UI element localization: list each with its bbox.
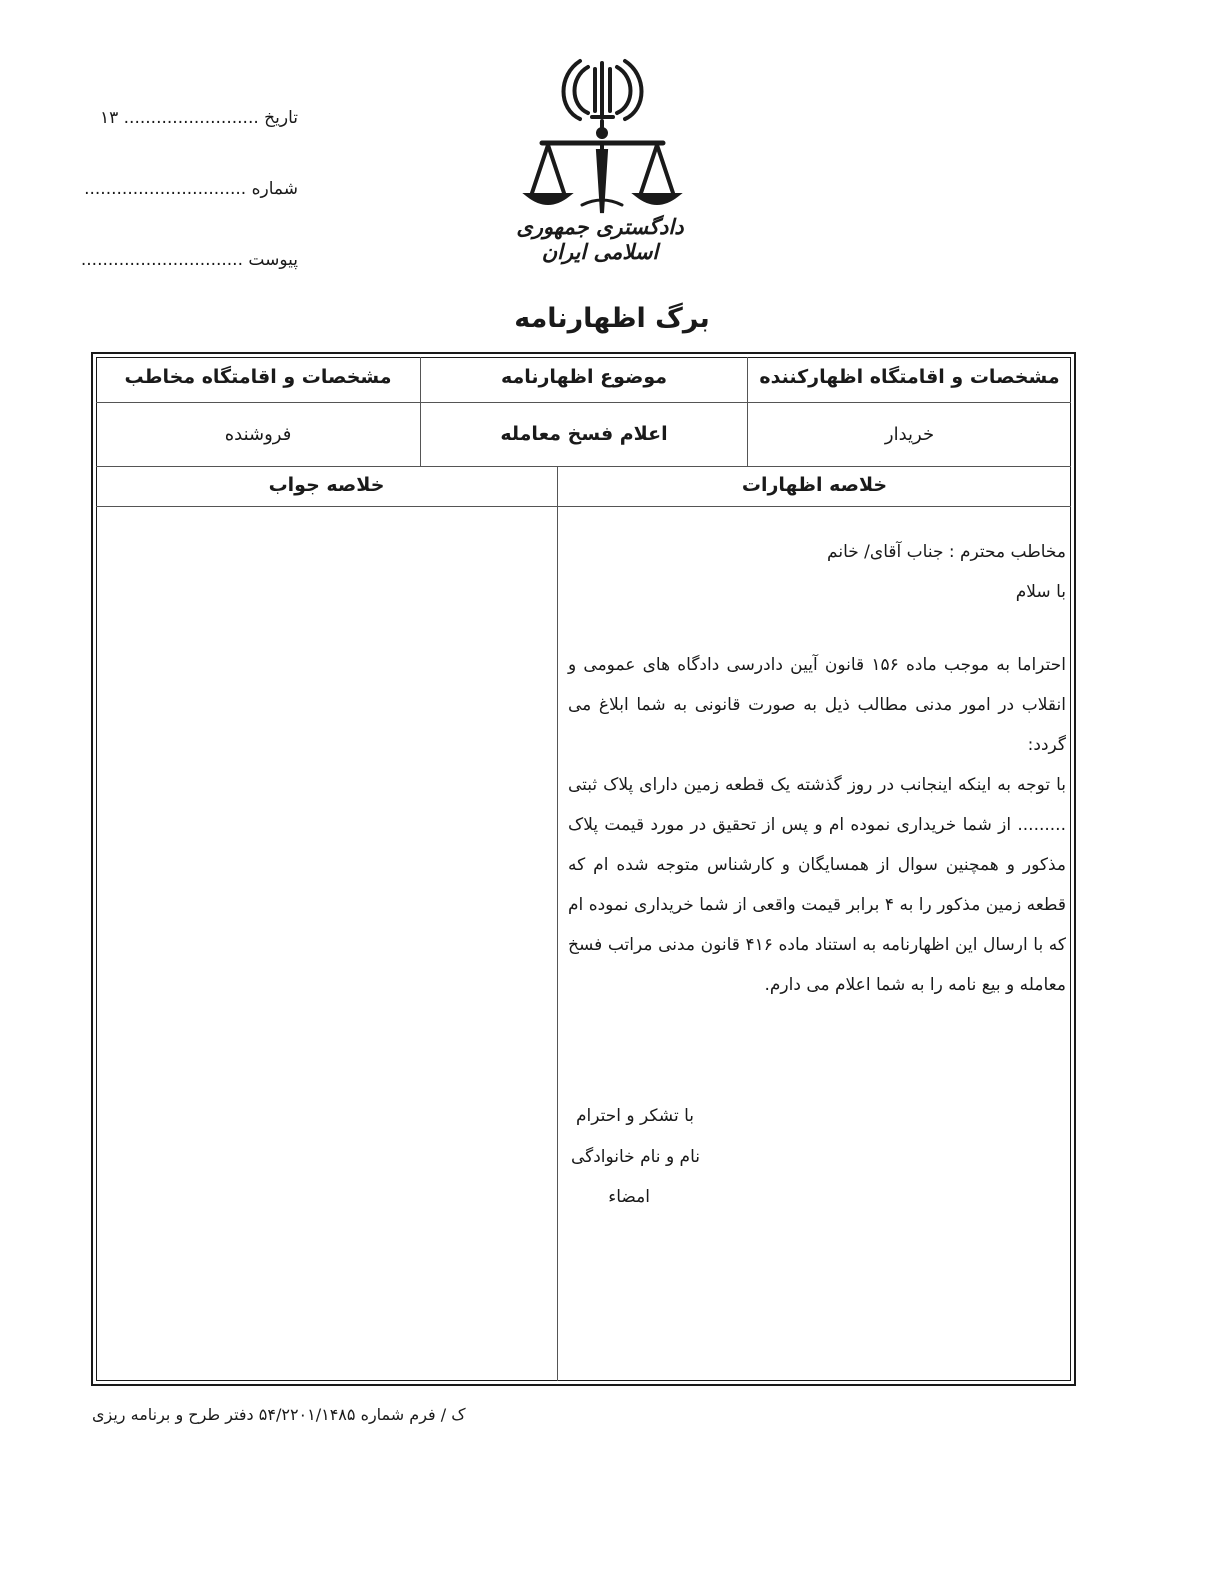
number-dots: ..............................	[84, 179, 247, 199]
divider-h2	[96, 466, 1071, 467]
divider-h1	[96, 402, 1071, 403]
closing: با تشکر و احترام	[576, 1106, 694, 1126]
salutation: مخاطب محترم : جناب آقای/ خانم	[827, 542, 1066, 562]
header-summary-statements: خلاصه اظهارات	[741, 474, 888, 496]
date-field	[99, 108, 298, 128]
paragraph-rescission: با توجه به اینکه اینجانب در روز گذشته یک قطعه زمین دارای پلاک ثبتی ......... از شما خریداری نموده ام و پس از تحقیق در مورد قیمت پلاک مذکور و همچنین سوال از همسایگان و کارشناس متوجه شده ام که قطعه زمین مذکور را به ۴ برابر قیمت واقعی از شما خریداری نموده ام که با ارسال این اظهارنامه به استناد ماده ۴۱۶ قانون مدنی مراتب فسخ معامله و بیع نامه را به شما اعلام می دارم.	[568, 775, 1067, 995]
date-value: ۱۳	[99, 108, 119, 128]
paragraph-legal-basis: احتراما به موجب ماده ۱۵۶ قانون آیین دادرسی دادگاه های عمومی و انقلاب در امور مدنی مطالب ذیل به صورت قانونی به شما ابلاغ می گردد:	[568, 655, 1066, 755]
name-line: نام و نام خانوادگی	[570, 1147, 700, 1167]
value-addressee: فروشنده	[224, 424, 292, 445]
attachment-dots: ..............................	[80, 250, 243, 270]
value-declarant: خریدار	[884, 424, 935, 445]
divider-v3	[557, 466, 558, 1381]
attachment-label: پیوست	[248, 250, 298, 270]
greeting: با سلام	[1015, 582, 1066, 602]
number-field	[84, 179, 298, 199]
signature: امضاء	[608, 1187, 650, 1207]
form-title: برگ اظهارنامه	[514, 303, 710, 334]
number-label: شماره	[251, 179, 298, 199]
value-subject: اعلام فسخ معامله	[500, 423, 668, 445]
form-footer: ک / فرم شماره ۵۴/۲۲۰۱/۱۴۸۵ دفتر طرح و برنامه ریزی	[92, 1405, 466, 1424]
emblem-caption: دادگستری جمهوری اسلامی ایران	[516, 214, 684, 264]
header-addressee: مشخصات و اقامتگاه مخاطب	[124, 366, 392, 388]
header-summary-reply: خلاصه جواب	[268, 474, 385, 496]
statement-body	[568, 532, 1066, 1005]
spacer	[568, 612, 1066, 645]
date-label: تاریخ	[264, 108, 298, 128]
divider-h3	[96, 506, 1071, 507]
header-declarant: مشخصات و اقامتگاه اظهارکننده	[759, 366, 1060, 388]
attachment-field	[80, 250, 298, 270]
date-dots: .........................	[123, 108, 259, 128]
header-subject: موضوع اظهارنامه	[500, 366, 668, 388]
